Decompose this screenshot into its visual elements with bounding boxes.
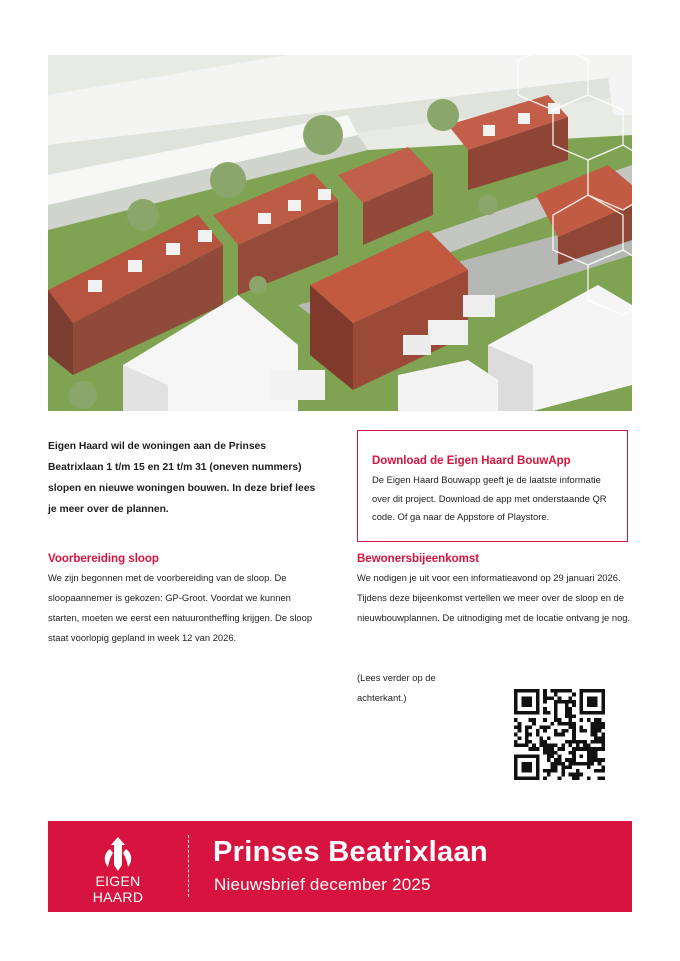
qr-code-icon[interactable] (514, 689, 605, 780)
section-title: Bewonersbijeenkomst (357, 553, 480, 565)
callout-text: De Eigen Haard Bouwapp geeft je de laatste informatie over dit project. Download de app met onderstaande QR code. Of ga naar de Appstore of Playstore. (372, 474, 607, 523)
banner-divider (188, 835, 189, 897)
callout-title: Download de Eigen Haard BouwApp (372, 455, 571, 467)
section-demolition-prep (48, 553, 313, 648)
hero-rendering (48, 55, 632, 411)
continue-note: (Lees verder op de achterkant.) (357, 672, 436, 703)
qr-code-graphic (514, 689, 605, 780)
banner-subtitle: Nieuwsbrief december 2025 (214, 875, 431, 894)
intro-text: Eigen Haard wil de woningen aan de Prinses Beatrixlaan 1 t/m 15 en 21 t/m 31 (oneven nummers) slopen en nieuwe woningen bouwen. In deze brief lees je meer over de plannen. (48, 441, 316, 515)
section-text: We zijn begonnen met de voorbereiding van de sloop. De sloopaannemer is gekozen: GP-Groot. Voordat we kunnen starten, moeten we eerst een natuurontheffing krijgen. De sloop staat voorlopig gepland in week 12 van 2026. (48, 572, 313, 643)
section-title: Voorbereiding sloop (48, 553, 159, 565)
bouwapp-callout (357, 430, 628, 542)
logo-mark-icon (70, 835, 166, 875)
logo-text: EIGEN HAARD (92, 873, 144, 905)
section-residents-meeting (357, 553, 632, 628)
section-text: We nodigen je uit voor een informatieavond op 29 januari 2026. Tijdens deze bijeenkomst vertellen we meer over de sloop en de nieuwbouwplannen. De uitnodiging met de locatie ontvang je nog. (357, 572, 631, 623)
banner-title: Prinses Beatrixlaan (213, 836, 488, 868)
hero-image (48, 55, 632, 411)
eigen-haard-logo-icon (70, 835, 166, 905)
footer-banner (48, 821, 632, 912)
